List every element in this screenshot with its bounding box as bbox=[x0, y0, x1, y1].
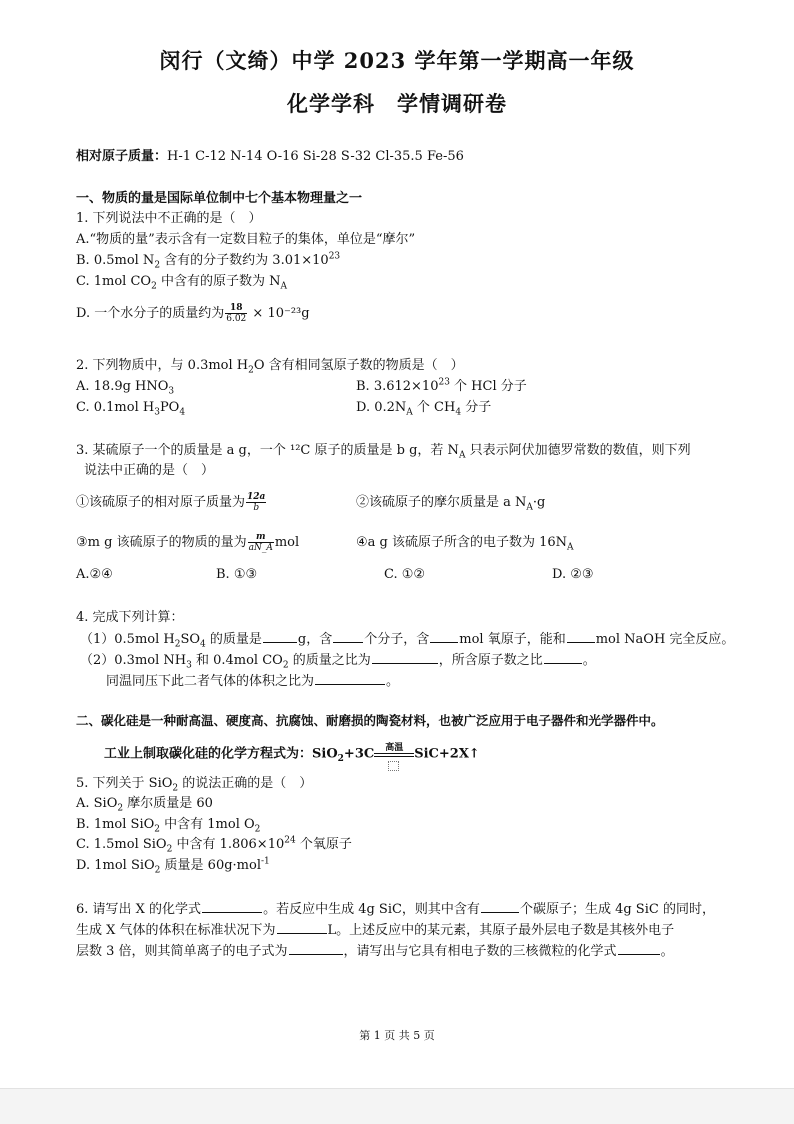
q1-option-c: C. 1mol $CO_2$ 中含有的原子数为 $N_A$ bbox=[76, 274, 287, 292]
q3-statement-4: ④a g 该硫原子所含的电子数为 $16N_A$ bbox=[356, 535, 574, 553]
page-number: 第 1 页 共 5 页 bbox=[359, 1029, 435, 1042]
q5-stem: 5. 下列关于 SiO$_2$ 的说法正确的是（ ） bbox=[76, 776, 313, 794]
exam-subtitle: 化学学科 学情调研卷 bbox=[287, 91, 507, 116]
q3-option-b: B. ①③ bbox=[216, 567, 258, 582]
q3-statement-2: ②该硫原子的摩尔质量是 a $N_A\cdot g$ bbox=[356, 495, 546, 513]
q1-option-a: A.“物质的量”表示含有一定数目粒子的集体，单位是“摩尔” bbox=[76, 232, 416, 247]
q3-s3-fraction: $\frac{m}{aN\_A}$ bbox=[248, 532, 273, 553]
answer-blank[interactable] bbox=[263, 629, 297, 643]
q3-s1-fraction: $\frac{12a}{b}$ bbox=[247, 492, 266, 513]
q3-option-c: C. ①② bbox=[384, 567, 426, 582]
q2-option-a: A. 18.9g $HNO_3$ bbox=[76, 379, 175, 397]
q2-option-d: D. $0.2N_A$ 个 $CH_4$ 分子 bbox=[356, 400, 492, 418]
viewer-bottom-strip bbox=[0, 1088, 794, 1124]
q4-part2: （2）0.3mol $NH_3$ 和 0.4mol $CO_2$ 的质量之比为 ，所含原子数之比 。 bbox=[80, 650, 596, 670]
atomic-mass-line bbox=[76, 148, 464, 166]
q4-part1: （1）0.5mol $H_2SO_4$ 的质量是 g，含 个分子，含 mol 氧原子，能和 mol NaOH 完全反应。 bbox=[80, 629, 734, 649]
q3-option-a: A.②④ bbox=[76, 567, 113, 582]
answer-blank[interactable] bbox=[567, 629, 595, 643]
answer-blank[interactable] bbox=[202, 899, 262, 913]
q4-part3: 同温同压下此二者气体的体积之比为 。 bbox=[106, 671, 399, 691]
q2-option-b: B. $3.612\times 10^{23}$ 个 HCl 分子 bbox=[356, 377, 527, 394]
answer-blank[interactable] bbox=[277, 920, 327, 934]
q5-option-a: A. SiO$_2$ 摩尔质量是 60 bbox=[76, 796, 213, 814]
q6-line1: 6. 请写出 X 的化学式 。若反应中生成 4g SiC，则其中含有 个碳原子；生成 4g SiC 的同时， bbox=[76, 899, 715, 919]
q3-stem-line2: 说法中正确的是（ ） bbox=[84, 463, 215, 478]
q3-statement-3: ③m g 该硫原子的物质的量为 $\frac{m}{aN\_A}$ mol bbox=[76, 532, 300, 553]
q6-line2: 生成 X 气体的体积在标准状况下为 L。上述反应中的某元素，其原子最外层电子数是其核外电子 bbox=[76, 920, 674, 940]
section1-heading: 一、物质的量是国际单位制中七个基本物理量之一 bbox=[76, 191, 363, 206]
q5-option-c: C. 1.5mol SiO$_2$ 中含有 $1.806\times 10^{24}$ 个氧原子 bbox=[76, 835, 352, 855]
atomic-mass-values: H-1 C-12 N-14 O-16 Si-28 S-32 Cl-35.5 Fe-56 bbox=[167, 149, 464, 164]
answer-blank[interactable] bbox=[618, 941, 660, 955]
q4-stem: 4. 完成下列计算： bbox=[76, 610, 184, 625]
q5-option-d: D. 1mol SiO$_2$ 质量是 60g·mol$^{-1}$ bbox=[76, 856, 270, 876]
q6-line3: 层数 3 倍，则其简单离子的电子式为 ，请写出与它具有相电子数的三核微粒的化学式 。 bbox=[76, 941, 674, 961]
q3-option-d: D. ②③ bbox=[552, 567, 594, 582]
atomic-mass-label: 相对原子质量： bbox=[76, 149, 168, 164]
q3-stem-line1: 3. 某硫原子一个的质量是 a g，一个 ¹²C 原子的质量是 b g，若 $N_A$ 只表示阿伏加德罗常数的数值，则下列 bbox=[76, 443, 691, 461]
q2-option-c: C. 0.1mol $H_3PO_4$ bbox=[76, 400, 186, 418]
q3-statement-1: ①该硫原子的相对原子质量为 $\frac{12a}{b}$ bbox=[76, 492, 266, 513]
answer-blank[interactable] bbox=[315, 671, 385, 685]
q5-option-b: B. 1mol SiO$_2$ 中含有 1mol $O_2$ bbox=[76, 817, 261, 835]
reaction-condition: 高温 bbox=[374, 745, 414, 763]
answer-blank[interactable] bbox=[544, 650, 582, 664]
q1-option-d: D. 一个水分子的质量约为 $\frac{18}{6.02}$ × 10⁻²³g bbox=[76, 303, 310, 324]
section2-heading: 二、碳化硅是一种耐高温、硬度高、抗腐蚀、耐磨损的陶瓷材料，也被广泛应用于电子器件和光学器件中。 bbox=[76, 713, 664, 728]
exam-title: 闵行（文绮）中学 2023 学年第一学期高一年级 bbox=[159, 48, 635, 73]
q1-stem: 1. 下列说法中不正确的是（ ） bbox=[76, 211, 262, 226]
answer-blank[interactable] bbox=[289, 941, 343, 955]
reaction-equation: 工业上制取碳化硅的化学方程式为：SiO$_2$+3C 高温 SiC+2X↑ bbox=[104, 745, 480, 764]
answer-blank[interactable] bbox=[333, 629, 363, 643]
answer-blank[interactable] bbox=[372, 650, 438, 664]
q1-option-b: B. 0.5mol $N_2$ 含有的分子数约为 $3.01\times 10^{23}$ bbox=[76, 251, 341, 271]
answer-blank[interactable] bbox=[481, 899, 519, 913]
answer-blank[interactable] bbox=[430, 629, 458, 643]
q1-d-fraction: $\frac{18}{6.02}$ bbox=[226, 303, 247, 324]
q2-stem: 2. 下列物质中，与 0.3mol $H_2O$ 含有相同氢原子数的物质是（ ） bbox=[76, 358, 464, 376]
